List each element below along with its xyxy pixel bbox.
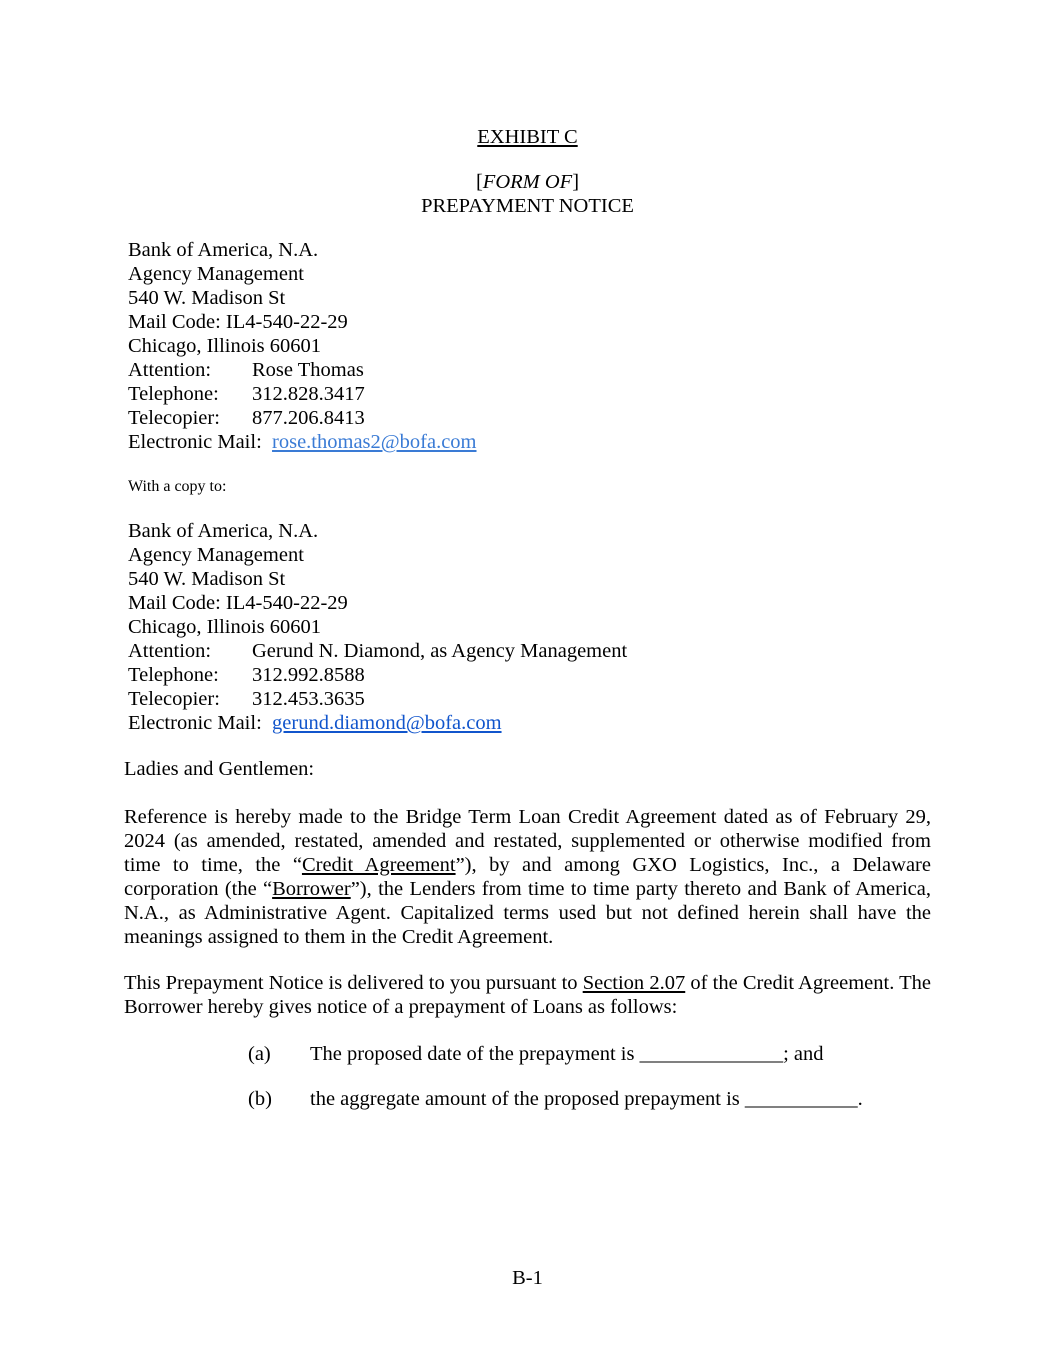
bank-name: Bank of America, N.A. xyxy=(128,520,319,542)
attention-value: Rose Thomas xyxy=(252,359,364,381)
telecopier-value: 877.206.8413 xyxy=(252,407,365,429)
attention-value: Gerund N. Diamond, as Agency Management xyxy=(252,640,628,662)
street: 540 W. Madison St xyxy=(128,287,286,309)
telephone-line: Telephone: 312.828.3417 xyxy=(128,383,365,405)
telecopier-line: Telecopier: 312.453.3635 xyxy=(128,688,365,710)
telephone-value: 312.992.8588 xyxy=(252,664,365,686)
mail-code: Mail Code: IL4-540-22-29 xyxy=(128,592,348,614)
copy-address-block xyxy=(128,519,627,735)
telephone-value: 312.828.3417 xyxy=(252,383,365,405)
salutation: Ladies and Gentlemen: xyxy=(124,758,315,780)
email-link[interactable]: rose.thomas2@bofa.com xyxy=(272,431,477,453)
notice-paragraph: This Prepayment Notice is delivered to you pursuant to Section 2.07 of the Credit Agreement. The Borrower hereby gives notice of a prepayment of Loans as follows: xyxy=(124,972,931,1018)
page-title: PREPAYMENT NOTICE xyxy=(421,195,634,217)
form-of-italic: FORM OF xyxy=(482,171,573,193)
street: 540 W. Madison St xyxy=(128,568,286,590)
email-link[interactable]: gerund.diamond@bofa.com xyxy=(272,712,502,734)
email-line: Electronic Mail: gerund.diamond@bofa.com xyxy=(128,712,502,734)
section-reference: Section 2.07 xyxy=(582,972,686,994)
bank-name: Bank of America, N.A. xyxy=(128,239,319,261)
mail-code: Mail Code: IL4-540-22-29 xyxy=(128,311,348,333)
email-line: Electronic Mail: rose.thomas2@bofa.com xyxy=(128,431,477,453)
city: Chicago, Illinois 60601 xyxy=(128,616,322,638)
defined-term-borrower: Borrower xyxy=(272,878,351,900)
exhibit-heading: EXHIBIT C xyxy=(477,126,578,148)
department: Agency Management xyxy=(128,263,304,285)
attention-line: Attention: Gerund N. Diamond, as Agency Management xyxy=(128,640,628,662)
department: Agency Management xyxy=(128,544,304,566)
copy-to-label: With a copy to: xyxy=(128,478,227,495)
primary-address-block xyxy=(128,238,477,454)
telephone-line: Telephone: 312.992.8588 xyxy=(128,664,365,686)
form-of-label: [FORM OF] xyxy=(475,171,580,193)
page-number: B-1 xyxy=(512,1267,543,1289)
attention-line: Attention: Rose Thomas xyxy=(128,359,364,381)
city: Chicago, Illinois 60601 xyxy=(128,335,322,357)
defined-term-credit-agreement: Credit Agreement xyxy=(301,854,456,876)
telecopier-line: Telecopier: 877.206.8413 xyxy=(128,407,365,429)
list-item: (a) The proposed date of the prepayment is ______________; and xyxy=(248,1043,824,1065)
item-text: the aggregate amount of the proposed prepayment is ___________. xyxy=(310,1088,863,1110)
item-text: The proposed date of the prepayment is ______________; and xyxy=(310,1043,824,1065)
reference-paragraph: Reference is hereby made to the Bridge Term Loan Credit Agreement dated as of February 29, 2024 (as amended, restated, amended and restated, supplemented or otherwise modified from time to time, the “Credit Agreement”), by and among GXO Logistics, Inc., a Delaware corporation (the “Borrower”), the Lenders from time to time party thereto and Bank of America, N.A., as Administrative Agent. Capitalized terms used but not defined herein shall have the meanings assigned to them in the Credit Agreement. xyxy=(124,806,931,948)
telecopier-value: 312.453.3635 xyxy=(252,688,365,710)
list-item: (b) the aggregate amount of the proposed prepayment is ___________. xyxy=(248,1088,863,1110)
